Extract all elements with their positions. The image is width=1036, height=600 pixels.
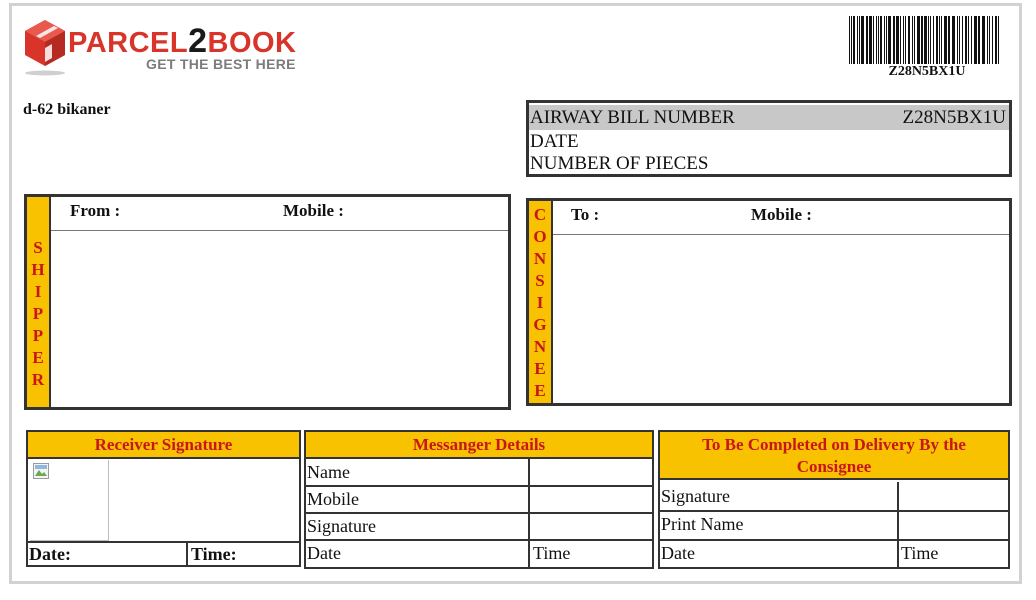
barcode-bar xyxy=(962,16,963,64)
receiver-col-divider xyxy=(186,541,188,567)
consignee-letter: N xyxy=(533,337,547,356)
delivery-row-divider xyxy=(660,539,1008,541)
delivery-date-label: Date xyxy=(661,543,695,563)
consignee-to-label: To : xyxy=(571,205,600,224)
barcode-bar xyxy=(869,16,872,64)
delivery-time-label: Time xyxy=(901,543,939,563)
barcode-bar xyxy=(905,16,906,64)
delivery-confirmation-box xyxy=(658,430,1010,569)
airway-bill-number-row xyxy=(529,105,1009,130)
consignee-letter: I xyxy=(536,293,544,312)
barcode-bar xyxy=(998,16,999,64)
shipper-letter: P xyxy=(32,304,44,323)
barcode-bar xyxy=(971,16,972,64)
messanger-name-label: Name xyxy=(307,462,350,482)
barcode-bar xyxy=(912,16,913,64)
consignee-box xyxy=(526,198,1012,406)
shipper-box xyxy=(24,194,511,410)
number-of-pieces-label: NUMBER OF PIECES xyxy=(530,153,709,174)
receiver-signature-box xyxy=(26,430,301,567)
shipper-letter: R xyxy=(31,370,45,389)
barcode-bar xyxy=(917,16,920,64)
shipper-header-divider xyxy=(51,230,508,231)
receiver-date-label: Date: xyxy=(29,544,71,564)
shipper-from-label: From : xyxy=(70,201,121,220)
messanger-row-divider xyxy=(306,539,652,541)
barcode-bar xyxy=(900,16,901,64)
barcode-bar xyxy=(989,16,990,64)
barcode-bar xyxy=(933,16,934,64)
sender-address: d-62 bikaner xyxy=(23,101,111,118)
barcode-bar xyxy=(948,16,950,64)
barcode-bar xyxy=(884,16,885,64)
barcode-bar xyxy=(893,16,895,64)
messanger-details-box xyxy=(304,430,654,569)
shipper-mobile-label: Mobile : xyxy=(283,201,344,220)
receiver-time-label: Time: xyxy=(191,544,237,564)
brand-name-part2: BOOK xyxy=(207,27,297,59)
barcode-number: Z28N5BX1U xyxy=(888,64,966,79)
barcode-bar xyxy=(952,16,955,64)
barcode-bar xyxy=(896,16,899,64)
barcode-bar xyxy=(941,16,942,64)
messanger-mobile-label: Mobile xyxy=(307,489,359,509)
barcode-bar xyxy=(876,16,877,64)
barcode-bar xyxy=(924,16,927,64)
barcode-bar xyxy=(861,16,864,64)
messanger-signature-label: Signature xyxy=(307,516,376,536)
delivery-col-divider xyxy=(897,482,899,569)
messanger-col-divider xyxy=(528,459,530,569)
delivery-confirmation-title: To Be Completed on Delivery By the Consignee xyxy=(660,432,1008,480)
shipper-letter: S xyxy=(33,238,43,257)
brand-name-two: 2 xyxy=(188,22,208,60)
barcode-bar xyxy=(965,16,967,64)
consignee-header-divider xyxy=(553,234,1009,235)
barcode-bar xyxy=(853,16,855,64)
barcode-bar xyxy=(921,16,923,64)
consignee-letter: G xyxy=(533,315,547,334)
consignee-mobile-label: Mobile : xyxy=(751,205,812,224)
delivery-print-name-label: Print Name xyxy=(661,514,744,534)
barcode-bar xyxy=(974,16,977,64)
consignee-letter: E xyxy=(534,381,546,400)
barcode-bar xyxy=(886,16,887,64)
consignee-letter: S xyxy=(535,271,545,290)
consignee-side-label xyxy=(529,201,553,403)
barcode-bar xyxy=(857,16,858,64)
airway-bill-box xyxy=(526,100,1012,177)
barcode-bar xyxy=(959,16,960,64)
barcode-bar xyxy=(995,16,997,64)
brand-name-part1: PARCEL xyxy=(68,27,189,59)
consignee-letter: O xyxy=(533,227,547,246)
airway-bill-label: AIRWAY BILL NUMBER xyxy=(530,107,735,128)
barcode-bar xyxy=(982,16,985,64)
barcode-bar xyxy=(944,16,947,64)
shipper-letter: P xyxy=(32,326,44,345)
receiver-signature-title: Receiver Signature xyxy=(28,432,299,459)
barcode-bar xyxy=(873,16,874,64)
barcode-bar xyxy=(914,16,915,64)
barcode-bar xyxy=(992,16,993,64)
barcode-bar xyxy=(888,16,891,64)
barcode-bar xyxy=(928,16,929,64)
shipper-side-label xyxy=(27,197,51,407)
delivery-signature-label: Signature xyxy=(661,486,730,506)
messanger-details-title: Messanger Details xyxy=(306,432,652,459)
signature-image-placeholder xyxy=(30,460,109,541)
barcode-bar xyxy=(859,16,860,64)
consignee-letter: C xyxy=(533,205,547,224)
barcode-bar xyxy=(930,16,931,64)
shipper-letter: H xyxy=(31,260,45,279)
barcode-bar xyxy=(866,16,868,64)
airway-date-label: DATE xyxy=(530,131,579,152)
messanger-time-label: Time xyxy=(533,543,571,563)
barcode-bar xyxy=(978,16,980,64)
shipper-letter: E xyxy=(32,348,44,367)
barcode-bar xyxy=(903,16,904,64)
barcode-bar xyxy=(849,16,850,64)
barcode-bar xyxy=(968,16,969,64)
barcode-bar xyxy=(851,16,852,64)
broken-image-icon xyxy=(33,463,49,479)
brand-tagline: GET THE BEST HERE xyxy=(146,56,296,72)
barcode-bar xyxy=(939,16,940,64)
shipper-letter: I xyxy=(34,282,42,301)
consignee-letter: E xyxy=(534,359,546,378)
brand-logo xyxy=(22,18,322,80)
barcode-bar xyxy=(880,16,882,64)
barcode-bar xyxy=(987,16,988,64)
parcel-box-icon xyxy=(22,18,68,76)
messanger-date-label: Date xyxy=(307,543,341,563)
barcode-image xyxy=(847,16,1002,64)
airway-bill-number: Z28N5BX1U xyxy=(902,107,1006,128)
barcode-bar xyxy=(936,16,938,64)
consignee-letter: N xyxy=(533,249,547,268)
barcode-bar xyxy=(957,16,958,64)
barcode-bar xyxy=(878,16,879,64)
barcode-bar xyxy=(908,16,910,64)
